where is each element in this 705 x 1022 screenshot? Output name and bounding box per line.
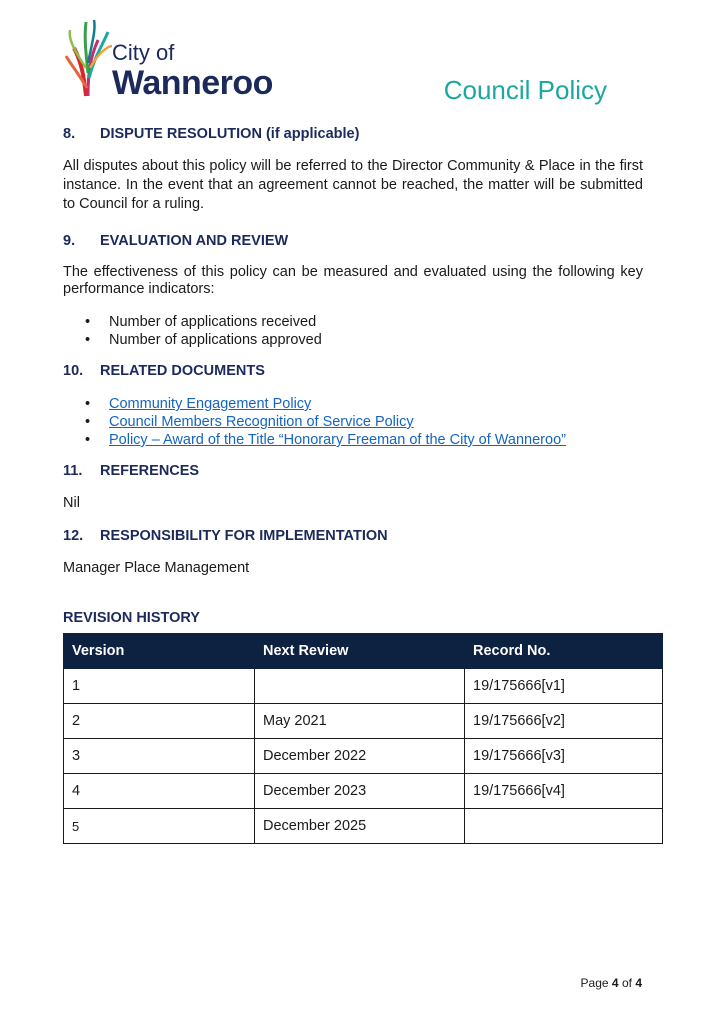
list-item xyxy=(63,413,643,431)
version-cell: 2 xyxy=(64,704,255,739)
record-no-cell: 19/175666[v4] xyxy=(465,774,663,809)
table-row xyxy=(64,669,663,704)
logo-text-wanneroo: Wanneroo xyxy=(112,64,273,102)
section-number: 9. xyxy=(63,233,76,249)
table-row xyxy=(64,774,663,809)
section-title: RESPONSIBILITY FOR IMPLEMENTATION xyxy=(100,528,388,544)
next-review-cell: December 2025 xyxy=(255,809,465,844)
section-12-text: Manager Place Management xyxy=(63,560,250,576)
next-review-cell: December 2023 xyxy=(255,774,465,809)
table-row xyxy=(64,809,663,844)
list-item xyxy=(63,431,643,449)
page-total: 4 xyxy=(635,976,642,990)
policy-content xyxy=(63,126,643,626)
kpi-list xyxy=(63,313,643,349)
table-row xyxy=(64,704,663,739)
section-number: 8. xyxy=(63,126,76,142)
page-current: 4 xyxy=(611,976,619,990)
list-item: • Number of applications approved xyxy=(63,331,643,349)
column-header-version: Version xyxy=(64,634,255,669)
list-item: • Number of applications received xyxy=(63,313,643,331)
next-review-cell xyxy=(255,669,465,704)
related-documents-list xyxy=(63,395,643,449)
revision-history-title: REVISION HISTORY xyxy=(63,610,200,626)
section-9-heading xyxy=(63,233,643,249)
document-type-title: Council Policy xyxy=(443,75,607,105)
community-engagement-policy-link[interactable]: Community Engagement Policy xyxy=(109,396,312,412)
section-title: RELATED DOCUMENTS xyxy=(100,363,265,379)
record-no-cell: 19/175666[v3] xyxy=(465,739,663,774)
section-12-heading xyxy=(63,528,643,544)
record-no-cell: 19/175666[v1] xyxy=(465,669,663,704)
section-11-heading xyxy=(63,463,643,479)
honorary-freeman-policy-link[interactable]: Policy – Award of the Title “Honorary Freeman of the City of Wanneroo” xyxy=(109,432,566,448)
page-number xyxy=(581,976,642,990)
table-row xyxy=(64,739,663,774)
column-header-next-review: Next Review xyxy=(255,634,465,669)
table-header-row xyxy=(64,634,663,669)
page-prefix: Page xyxy=(580,976,609,990)
next-review-cell: December 2022 xyxy=(255,739,465,774)
next-review-cell: May 2021 xyxy=(255,704,465,739)
version-cell: 1 xyxy=(64,669,255,704)
logo-text-city-of: City of xyxy=(112,40,175,65)
section-title: EVALUATION AND REVIEW xyxy=(100,233,289,249)
section-11-text: Nil xyxy=(63,495,80,511)
section-9-text: The effectiveness of this policy can be measured and evaluated using the following key performance indicators: xyxy=(63,264,643,297)
revision-history-table xyxy=(63,633,663,844)
section-title: DISPUTE RESOLUTION (if applicable) xyxy=(100,126,360,142)
version-cell: 3 xyxy=(64,739,255,774)
version-cell: 4 xyxy=(64,774,255,809)
city-of-wanneroo-logo xyxy=(64,18,294,102)
version-cell: 5 xyxy=(64,809,255,844)
section-8-heading xyxy=(63,126,643,142)
section-title: REFERENCES xyxy=(100,463,200,479)
page-of: of xyxy=(621,976,632,990)
council-members-recognition-link[interactable]: Council Members Recognition of Service Policy xyxy=(109,414,414,430)
section-number: 10. xyxy=(63,363,84,379)
record-no-cell xyxy=(465,809,663,844)
column-header-record-no: Record No. xyxy=(465,634,663,669)
list-item xyxy=(63,395,643,413)
section-number: 12. xyxy=(63,528,84,544)
section-8-text: All disputes about this policy will be referred to the Director Community & Place in the first instance. In the event that an agreement cannot be reached, the matter will be submitted to Council for a ruling. xyxy=(63,158,643,212)
record-no-cell: 19/175666[v2] xyxy=(465,704,663,739)
logo-emblem-icon xyxy=(64,18,114,102)
section-number: 11. xyxy=(63,463,83,479)
section-10-heading xyxy=(63,363,643,379)
